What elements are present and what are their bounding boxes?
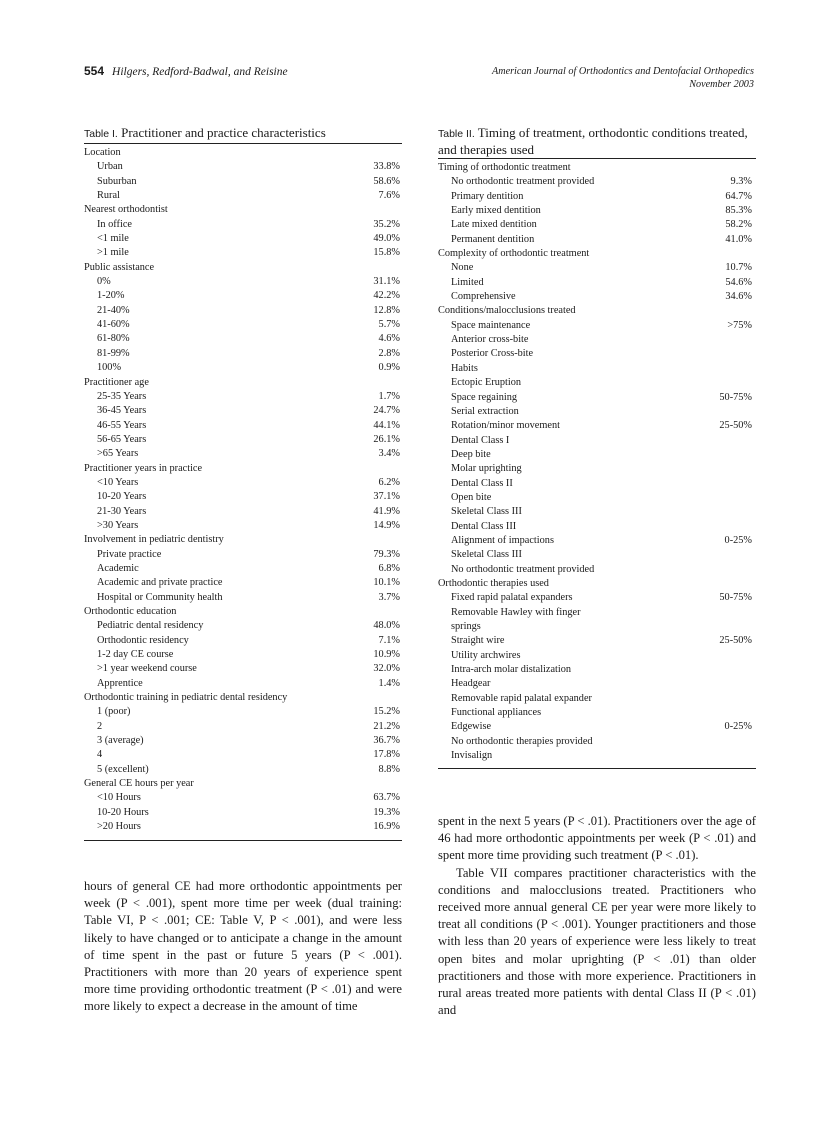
row-value: 8.8%: [378, 763, 400, 775]
table-row: [84, 791, 402, 805]
header-left: [84, 64, 288, 78]
row-value: 21.2%: [373, 720, 400, 732]
table-row: [84, 677, 402, 691]
table-row: [438, 606, 756, 620]
row-label: None: [451, 262, 474, 274]
row-label: 10-20 Hours: [97, 806, 149, 818]
table-row: [84, 304, 402, 318]
row-value: 26.1%: [373, 433, 400, 445]
row-label: Dental Class III: [451, 520, 517, 532]
table-row: [84, 490, 402, 504]
row-label: Location: [84, 147, 121, 158]
row-label: 56-65 Years: [97, 433, 147, 445]
row-label: Nearest orthodontist: [84, 204, 168, 216]
row-label: Late mixed dentition: [451, 219, 537, 231]
row-value: 1.7%: [378, 390, 400, 402]
row-label: Suburban: [97, 175, 137, 187]
row-label: Space regaining: [451, 391, 518, 403]
table-row: [438, 290, 756, 304]
row-value: 64.7%: [725, 190, 752, 202]
body-paragraph: spent in the next 5 years (P < .01). Practitioners over the age of 46 had more orthodontic appointments per week (P < .01) and spent more time providing such treatment (P < .01).: [438, 814, 756, 863]
row-label: >20 Hours: [97, 821, 141, 833]
row-label: Straight wire: [451, 635, 505, 647]
table-row: [84, 763, 402, 777]
row-label: Practitioner years in practice: [84, 462, 203, 474]
row-value: 50-75%: [719, 391, 752, 403]
row-label: 100%: [97, 362, 122, 374]
row-value: 7.1%: [378, 634, 400, 646]
row-label: Intra-arch molar distalization: [451, 664, 572, 676]
table-1-bottom-rule: [84, 840, 402, 841]
table-row: [84, 619, 402, 633]
row-value: 58.2%: [725, 219, 752, 231]
table-1-caption: Practitioner and practice characteristics: [121, 125, 326, 140]
row-label: 0%: [97, 276, 111, 288]
row-value: 2.8%: [378, 347, 400, 359]
table-row: [438, 362, 756, 376]
row-label: 5 (excellent): [97, 763, 149, 775]
body-column-right: [438, 813, 756, 1019]
row-label: Complexity of orthodontic treatment: [438, 248, 590, 260]
row-value: 44.1%: [373, 419, 400, 431]
row-label: Skeletal Class III: [451, 549, 522, 561]
row-label: Alignment of impactions: [451, 534, 554, 546]
table-row: [84, 476, 402, 490]
row-value: 0-25%: [724, 721, 752, 733]
table-row: [438, 720, 756, 734]
table-row: [438, 175, 756, 189]
row-value: 17.8%: [373, 749, 400, 761]
table-2-top-rule: [438, 158, 756, 159]
table-row: [84, 189, 402, 203]
row-label: Anterior cross-bite: [451, 334, 529, 346]
row-value: 58.6%: [373, 175, 400, 187]
table-row: [84, 748, 402, 762]
row-value: 1.4%: [378, 677, 400, 689]
row-label: Functional appliances: [451, 707, 542, 719]
table-section-header: [84, 777, 402, 791]
row-label: Removable rapid palatal expander: [451, 692, 592, 704]
row-value: 10.7%: [725, 262, 752, 274]
table-row: [438, 419, 756, 433]
table-row: [438, 276, 756, 290]
row-value: 4.6%: [378, 333, 400, 345]
row-label: <10 Hours: [97, 792, 141, 804]
row-value: 24.7%: [373, 405, 400, 417]
table-row: [438, 376, 756, 390]
table-row: [438, 520, 756, 534]
row-label: 1-20%: [97, 290, 125, 302]
row-label: Rotation/minor movement: [451, 420, 560, 432]
row-value: 14.9%: [373, 519, 400, 531]
table-row: [438, 634, 756, 648]
table-2-bottom-rule: [438, 768, 756, 769]
table-section-header: [84, 203, 402, 217]
row-label: 36-45 Years: [97, 405, 147, 417]
row-value: 49.0%: [373, 233, 400, 245]
table-row: [438, 706, 756, 720]
table-2-label: Table II.: [438, 128, 475, 140]
row-label: No orthodontic treatment provided: [451, 563, 595, 575]
row-label: Space maintenance: [451, 319, 531, 331]
table-section-header: [84, 533, 402, 547]
row-value: 42.2%: [373, 290, 400, 302]
row-label: Rural: [97, 190, 120, 202]
table-row: [438, 204, 756, 218]
table-section-header: [438, 577, 756, 591]
row-label: Conditions/malocclusions treated: [438, 305, 576, 317]
row-label: Urban: [97, 161, 123, 173]
table-row: [84, 246, 402, 260]
row-label: Private practice: [97, 548, 162, 560]
row-label: <10 Years: [97, 476, 139, 488]
table-section-header: [438, 247, 756, 261]
table-row: [84, 160, 402, 174]
row-label: springs: [451, 621, 481, 632]
row-label: Limited: [451, 276, 484, 288]
row-label: 1-2 day CE course: [97, 649, 174, 661]
table-row: [84, 318, 402, 332]
table-row: [84, 419, 402, 433]
row-label: 21-30 Years: [97, 505, 147, 517]
table-row: [438, 491, 756, 505]
row-label: Dental Class II: [451, 477, 513, 489]
table-row: [84, 562, 402, 576]
row-value: 3.4%: [378, 448, 400, 460]
row-label: Edgewise: [451, 721, 492, 733]
row-label: Serial extraction: [451, 405, 519, 417]
row-label: Timing of orthodontic treatment: [438, 162, 571, 173]
row-label: 21-40%: [97, 304, 130, 316]
row-value: 15.8%: [373, 247, 400, 259]
table-section-header: [84, 376, 402, 390]
table-row: [438, 233, 756, 247]
table-row: [84, 634, 402, 648]
table-row: [84, 734, 402, 748]
table-row: [438, 620, 756, 634]
table-row: [438, 462, 756, 476]
table-2-title: [438, 125, 756, 158]
row-value: 6.8%: [378, 562, 400, 574]
row-value: 63.7%: [373, 792, 400, 804]
table-row: [438, 548, 756, 562]
table-row: [84, 720, 402, 734]
row-label: 1 (poor): [97, 706, 131, 718]
table-row: [438, 563, 756, 577]
row-value: 16.9%: [373, 821, 400, 833]
table-row: [438, 434, 756, 448]
row-label: <1 mile: [97, 233, 129, 245]
table-row: [84, 332, 402, 346]
row-value: 10.9%: [373, 649, 400, 661]
body-paragraph: Table VII compares practitioner characteristics with the conditions and malocclusions treated. Practitioners who received more annual general CE per year were more likely to treat all conditions (P < .001). Younger practitioners and those with less than 20 years of experience were less likely to treat open bites and molar uprighting (P < .01) than older practitioners and those with more experience. Practitioners in rural areas treated more patients with dental Class II (P < .01) and: [438, 865, 756, 1018]
table-row: [84, 289, 402, 303]
table-row: [438, 261, 756, 275]
row-label: Apprentice: [97, 677, 143, 689]
row-label: Permanent dentition: [451, 233, 535, 245]
row-label: >1 mile: [97, 247, 129, 259]
table-section-header: [84, 462, 402, 476]
row-label: 4: [97, 749, 103, 761]
row-value: 41.0%: [725, 233, 752, 245]
row-label: >1 year weekend course: [97, 663, 197, 675]
row-label: 46-55 Years: [97, 419, 147, 431]
row-label: Ectopic Eruption: [451, 377, 522, 389]
row-label: Headgear: [451, 678, 491, 690]
row-label: Orthodontic education: [84, 606, 177, 617]
table-row: [84, 806, 402, 820]
table-row: [438, 677, 756, 691]
table-1: [84, 125, 402, 841]
table-section-header: [84, 691, 402, 705]
table-row: [84, 648, 402, 662]
row-label: Utility archwires: [451, 649, 521, 661]
table-row: [84, 447, 402, 461]
header-authors: Hilgers, Redford-Badwal, and Reisine: [112, 66, 288, 78]
row-label: Orthodontic therapies used: [438, 577, 549, 589]
table-2-body: [438, 161, 756, 763]
table-row: [438, 749, 756, 763]
table-row: [438, 477, 756, 491]
table-row: [84, 662, 402, 676]
row-value: 25-50%: [719, 635, 752, 647]
row-label: Pediatric dental residency: [97, 620, 204, 632]
table-row: [438, 692, 756, 706]
row-label: Habits: [451, 362, 478, 374]
table-row: [84, 591, 402, 605]
row-label: >30 Years: [97, 519, 139, 531]
table-section-header: [84, 261, 402, 275]
table-1-body: [84, 146, 402, 835]
table-row: [84, 218, 402, 232]
header-right: [492, 65, 754, 91]
row-value: 25-50%: [719, 420, 752, 432]
row-value: 50-75%: [719, 592, 752, 604]
row-value: 5.7%: [378, 319, 400, 331]
row-value: 3.7%: [378, 591, 400, 603]
table-row: [438, 663, 756, 677]
row-value: 79.3%: [373, 548, 400, 560]
row-label: General CE hours per year: [84, 778, 194, 790]
journal-name: American Journal of Orthodontics and Dentofacial Orthopedics: [491, 66, 754, 77]
table-row: [438, 319, 756, 333]
row-label: 81-99%: [97, 347, 130, 359]
body-column-left: [84, 878, 402, 1016]
row-label: Primary dentition: [451, 190, 524, 202]
table-row: [84, 175, 402, 189]
row-label: 61-80%: [97, 333, 130, 345]
row-label: No orthodontic therapies provided: [451, 735, 593, 747]
table-row: [438, 448, 756, 462]
row-label: Academic and private practice: [97, 577, 223, 589]
row-label: Academic: [97, 562, 139, 574]
row-value: 33.8%: [373, 161, 400, 173]
table-row: [438, 333, 756, 347]
row-value: 36.7%: [373, 735, 400, 747]
row-value: 15.2%: [373, 706, 400, 718]
table-row: [84, 505, 402, 519]
row-value: 0-25%: [724, 534, 752, 546]
row-value: 6.2%: [378, 476, 400, 488]
table-row: [438, 391, 756, 405]
row-value: 32.0%: [373, 663, 400, 675]
table-row: [84, 576, 402, 590]
running-header: [84, 64, 756, 94]
row-value: >75%: [727, 319, 752, 331]
row-label: 3 (average): [97, 735, 144, 747]
row-label: Comprehensive: [451, 291, 516, 303]
page-number: 554: [84, 64, 105, 78]
row-value: 12.8%: [373, 304, 400, 316]
table-row: [438, 649, 756, 663]
table-row: [438, 405, 756, 419]
table-row: [84, 519, 402, 533]
table-row: [438, 347, 756, 361]
table-row: [84, 390, 402, 404]
table-1-top-rule: [84, 143, 402, 144]
row-value: 37.1%: [373, 491, 400, 503]
row-label: Practitioner age: [84, 376, 149, 388]
table-section-header: [84, 146, 402, 160]
row-label: Public assistance: [84, 261, 155, 273]
row-label: Open bite: [451, 491, 492, 503]
row-label: Removable Hawley with finger: [451, 606, 581, 618]
table-row: [438, 218, 756, 232]
table-row: [84, 433, 402, 447]
table-row: [84, 347, 402, 361]
row-label: Orthodontic residency: [97, 634, 189, 646]
row-value: 85.3%: [725, 205, 752, 217]
row-value: 9.3%: [730, 176, 752, 188]
row-value: 35.2%: [373, 218, 400, 230]
row-value: 48.0%: [373, 620, 400, 632]
table-section-header: [84, 605, 402, 619]
row-label: Posterior Cross-bite: [451, 348, 534, 360]
row-label: No orthodontic treatment provided: [451, 176, 595, 188]
table-row: [84, 820, 402, 834]
table-row: [438, 591, 756, 605]
table-row: [438, 505, 756, 519]
row-label: Fixed rapid palatal expanders: [451, 592, 573, 604]
table-row: [438, 534, 756, 548]
row-value: 54.6%: [725, 276, 752, 288]
row-label: Orthodontic training in pediatric dental residency: [84, 692, 288, 704]
table-2-caption: Timing of treatment, orthodontic conditions treated, and therapies used: [438, 125, 748, 157]
journal-issue: November 2003: [689, 79, 754, 90]
row-label: Dental Class I: [451, 434, 510, 446]
row-label: Skeletal Class III: [451, 506, 522, 518]
row-label: 25-35 Years: [97, 390, 147, 402]
row-label: 10-20 Years: [97, 491, 147, 503]
table-row: [438, 190, 756, 204]
row-value: 41.9%: [373, 505, 400, 517]
row-label: Molar uprighting: [451, 463, 522, 475]
table-row: [438, 735, 756, 749]
row-label: Hospital or Community health: [97, 591, 223, 603]
table-section-header: [438, 304, 756, 318]
row-label: Early mixed dentition: [451, 205, 541, 217]
row-label: Involvement in pediatric dentistry: [84, 534, 224, 546]
row-value: 7.6%: [378, 190, 400, 202]
table-1-title: [84, 125, 402, 143]
row-label: In office: [97, 218, 132, 230]
row-label: Deep bite: [451, 448, 491, 460]
row-value: 0.9%: [378, 362, 400, 374]
table-section-header: [438, 161, 756, 175]
table-1-label: Table I.: [84, 128, 118, 140]
row-label: >65 Years: [97, 448, 139, 460]
row-label: Invisalign: [451, 750, 493, 762]
table-2: [438, 125, 756, 769]
table-row: [84, 361, 402, 375]
row-value: 31.1%: [373, 276, 400, 288]
row-label: 41-60%: [97, 319, 130, 331]
row-value: 10.1%: [373, 577, 400, 589]
table-row: [84, 705, 402, 719]
table-row: [84, 404, 402, 418]
body-paragraph: hours of general CE had more orthodontic appointments per week (P < .001), spent more time per week (dual training: Table VI, P < .001; CE: Table V, P < .001), and were less likely to have changed or to anticipate a change in the amount of time spent in the past or future 5 years (P < .001). Practitioners with more than 20 years of experience spent more time providing orthodontic treatment (P < .01) and were more likely to expect a decrease in the amount of time: [84, 879, 402, 1014]
row-value: 34.6%: [725, 291, 752, 303]
row-value: 19.3%: [373, 806, 400, 818]
table-row: [84, 232, 402, 246]
table-row: [84, 275, 402, 289]
table-row: [84, 548, 402, 562]
row-label: 2: [97, 720, 103, 732]
